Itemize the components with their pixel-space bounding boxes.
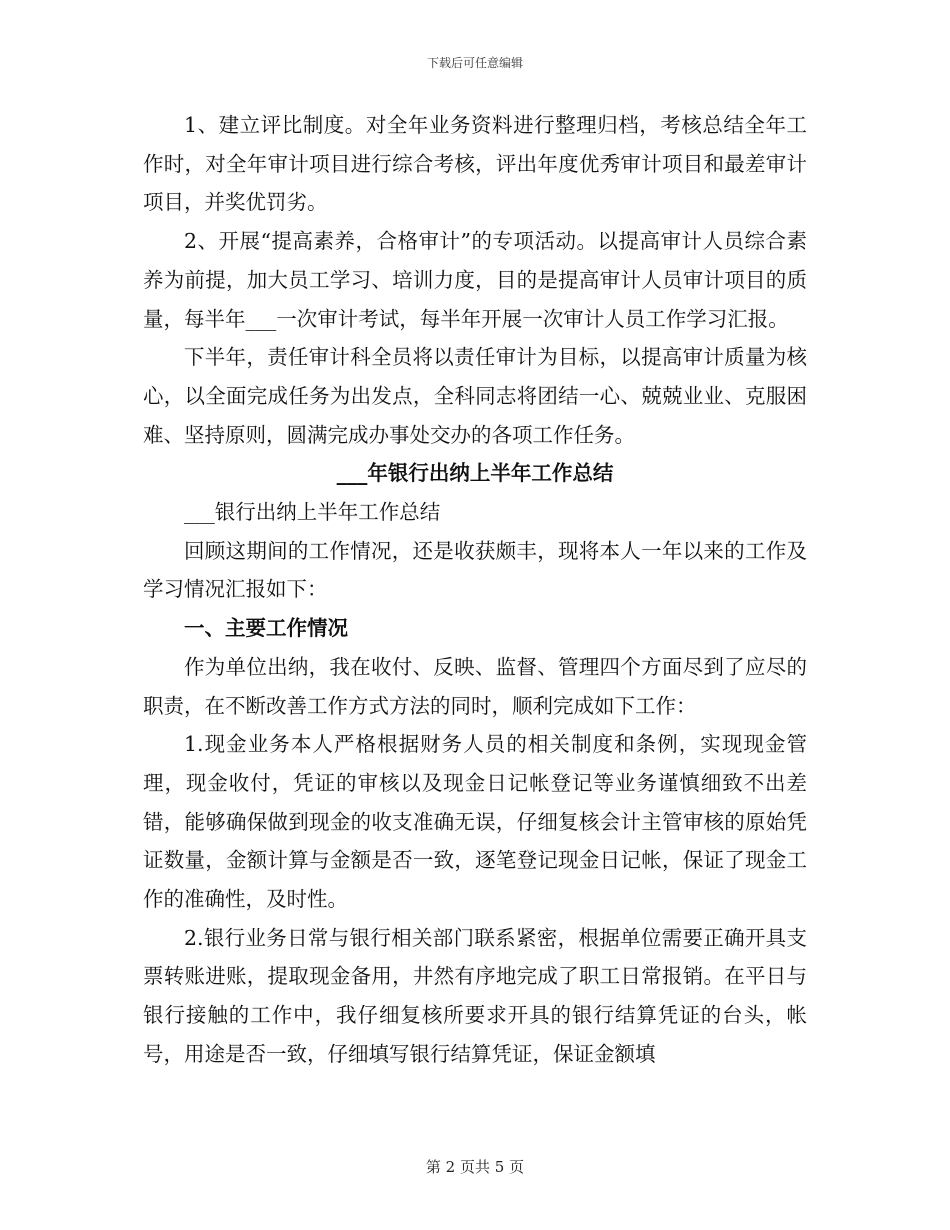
paragraph-cash-business: 1.现金业务本人严格根据财务人员的相关制度和条例，实现现金管理，现金收付，凭证的审核以及现金日记帐登记等业务谨慎细致不出差错，能够确保做到现金的收支准确无误，仔细复核会计主管审核的原始凭证数量，金额计算与金额是否一致，逐笔登记现金日记帐，保证了现金工作的准确性，及时性。 — [143, 732, 807, 912]
paragraph-cashier-duties: 作为单位出纳，我在收付、反映、监督、管理四个方面尽到了应尽的职责，在不断改善工作方式方法的同时，顺利完成如下工作： — [143, 654, 807, 718]
page-footer: 第 2 页共 5 页 — [425, 1158, 525, 1176]
page-header: 下载后可任意编辑 — [426, 56, 523, 70]
paragraph-second-half-plan: 下半年，责任审计科全员将以责任审计为目标，以提高审计质量为核心，以全面完成任务为出发点，全科同志将团结一心、兢兢业业、克服困难、坚持原则，圆满完成办事处交办的各项工作任务。 — [143, 345, 807, 447]
paragraph-evaluation-system: 1、建立评比制度。对全年业务资料进行整理归档，考核总结全年工作时，对全年审计项目进行综合考核，评出年度优秀审计项目和最差审计项目，并奖优罚劣。 — [143, 113, 807, 215]
paragraph-review-intro: 回顾这期间的工作情况，还是收获颇丰，现将本人一年以来的工作及学习情况汇报如下： — [143, 538, 807, 602]
section-heading-main-work: 一、主要工作情况 — [184, 616, 348, 641]
paragraph-bank-business: 2.银行业务日常与银行相关部门联系紧密，根据单位需要正确开具支票转账进账，提取现金备用，井然有序地完成了职工日常报销。在平日与银行接触的工作中，我仔细复核所要求开具的银行结算凭证的台头，帐号，用途是否一致，仔细填写银行结算凭证，保证金额填 — [143, 925, 807, 1066]
document-body — [143, 106, 807, 1074]
document-title: ___年银行出纳上半年工作总结 — [336, 461, 614, 486]
document-subtitle: ___银行出纳上半年工作总结 — [184, 500, 441, 525]
paragraph-special-activity: 2、开展“提高素养，合格审计”的专项活动。以提高审计人员综合素养为前提，加大员工学习、培训力度，目的是提高审计人员审计项目的质量，每半年___一次审计考试，每半年开展一次审计人员工作学习汇报。 — [143, 229, 807, 331]
